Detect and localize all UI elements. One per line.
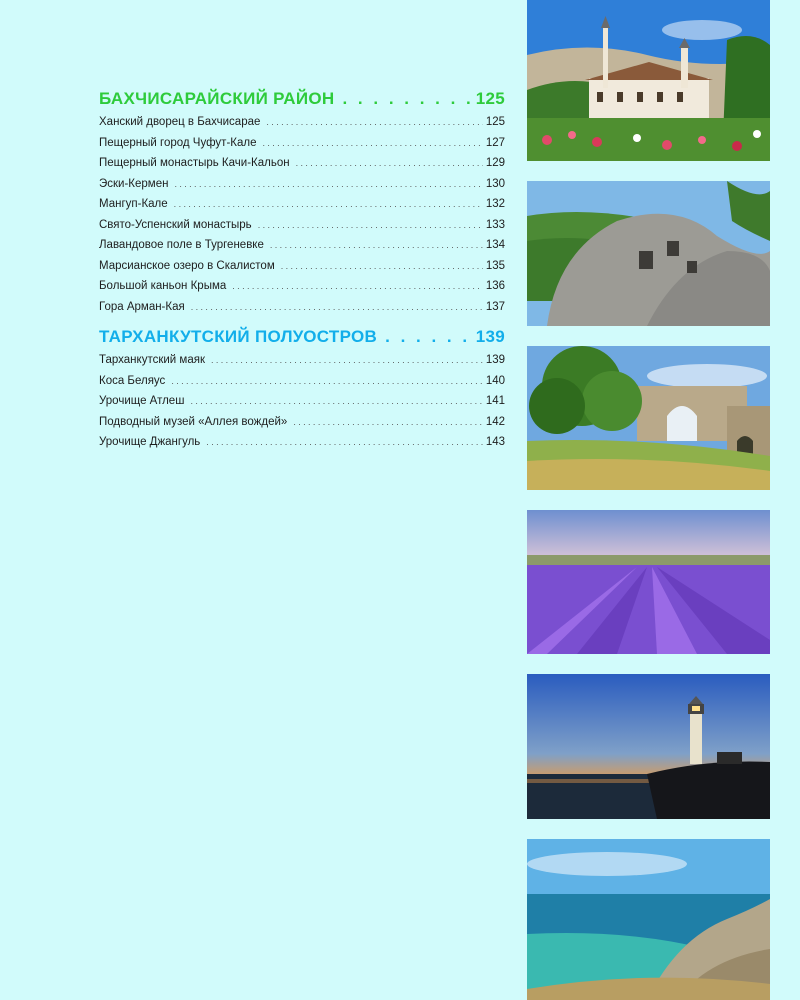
photo-column — [527, 0, 770, 1000]
toc-entry[interactable] — [99, 194, 505, 215]
toc-entry-page: 136 — [485, 280, 505, 292]
toc-entry[interactable] — [99, 371, 505, 392]
toc-entry-page: 129 — [485, 157, 505, 169]
toc-entry[interactable] — [99, 256, 505, 277]
toc-entry-label: Урочище Джангуль — [99, 436, 201, 448]
toc-entry-page: 139 — [485, 354, 505, 366]
section-page: 125 — [475, 89, 505, 108]
toc-entry[interactable] — [99, 112, 505, 133]
leader-dots — [190, 391, 482, 412]
lighthouse-photo — [527, 674, 770, 819]
table-of-contents — [99, 88, 505, 453]
toc-entry-page: 133 — [485, 218, 505, 231]
toc-entry-label: Подводный музей «Аллея вождей» — [99, 415, 288, 428]
toc-entry[interactable] — [99, 215, 505, 236]
toc-entry-page: 141 — [485, 395, 505, 407]
toc-entry-page: 132 — [485, 198, 505, 210]
section-entries — [99, 350, 505, 453]
section-heading[interactable] — [99, 326, 505, 348]
leader-dots — [262, 133, 482, 154]
toc-entry[interactable] — [99, 133, 505, 154]
cave-rock-photo — [527, 181, 770, 326]
leader-dots — [293, 412, 483, 433]
toc-entry-label: Мангуп-Кале — [99, 198, 168, 210]
leader-dots — [174, 194, 483, 215]
toc-entry-label: Ханский дворец в Бахчисарае — [99, 116, 261, 128]
toc-entry-page: 134 — [485, 239, 505, 251]
toc-entry-label: Пещерный город Чуфут-Кале — [99, 136, 257, 149]
toc-entry[interactable] — [99, 391, 505, 412]
toc-entry[interactable] — [99, 235, 505, 256]
toc-entry-label: Большой каньон Крыма — [99, 280, 227, 292]
toc-entry-label: Тарханкутский маяк — [99, 354, 205, 366]
toc-entry-page: 127 — [485, 136, 505, 149]
leader-dots — [266, 112, 482, 133]
toc-entry[interactable] — [99, 432, 505, 453]
leader-dots — [171, 371, 483, 392]
leader-dots — [206, 432, 483, 453]
leader-dots — [281, 256, 483, 277]
leader-dots — [191, 297, 483, 318]
toc-entry[interactable] — [99, 412, 505, 433]
leader-dots — [296, 153, 483, 174]
toc-entry-page: 130 — [485, 177, 505, 190]
toc-entry[interactable] — [99, 297, 505, 318]
toc-entry[interactable] — [99, 276, 505, 297]
section-entries — [99, 112, 505, 317]
toc-entry[interactable] — [99, 350, 505, 371]
coast-cliff-photo — [527, 839, 770, 1000]
section-heading[interactable] — [99, 88, 505, 110]
toc-entry-label: Эски-Кермен — [99, 177, 169, 190]
toc-entry-label: Свято-Успенский монастырь — [99, 218, 252, 231]
leader-dots — [232, 276, 483, 297]
section-title: ТАРХАНКУТСКИЙ ПОЛУОСТРОВ — [99, 327, 378, 346]
toc-entry-label: Гора Арман-Кая — [99, 300, 185, 313]
section-title: БАХЧИСАРАЙСКИЙ РАЙОН — [99, 89, 335, 108]
lavender-field-photo — [527, 510, 770, 654]
toc-entry-label: Урочище Атлеш — [99, 395, 185, 407]
leader-dots — [270, 235, 483, 256]
toc-entry-page: 140 — [485, 374, 505, 387]
leader-dots — [342, 88, 471, 110]
toc-entry-label: Коса Беляус — [99, 374, 166, 387]
toc-entry[interactable] — [99, 153, 505, 174]
section-page: 139 — [475, 327, 505, 346]
toc-entry-label: Марсианское озеро в Скалистом — [99, 259, 275, 272]
leader-dots — [174, 174, 482, 195]
toc-entry-page: 125 — [485, 116, 505, 128]
khan-palace-photo — [527, 0, 770, 161]
toc-entry-page: 137 — [485, 300, 505, 313]
toc-entry-page: 143 — [485, 436, 505, 448]
leader-dots — [211, 350, 483, 371]
ruins-arch-photo — [527, 346, 770, 490]
leader-dots — [258, 215, 483, 236]
leader-dots — [385, 326, 472, 348]
toc-entry-page: 135 — [485, 259, 505, 272]
toc-entry-label: Пещерный монастырь Качи-Кальон — [99, 157, 290, 169]
toc-entry-label: Лавандовое поле в Тургеневке — [99, 239, 264, 251]
toc-entry-page: 142 — [485, 415, 505, 428]
toc-entry[interactable] — [99, 174, 505, 195]
